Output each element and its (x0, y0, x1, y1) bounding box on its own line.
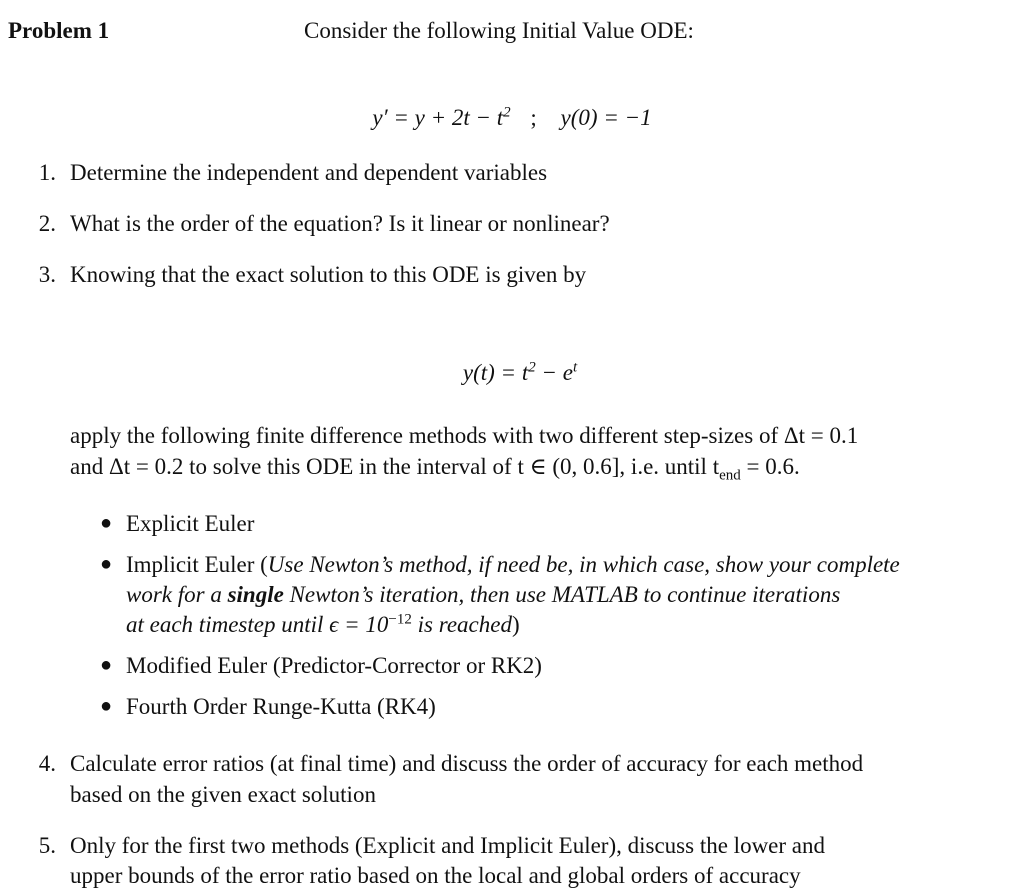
solution-exponent-2: t (572, 359, 578, 376)
solution-exponent-1: 2 (528, 359, 536, 376)
item-number: 2. (38, 211, 56, 236)
implicit-note-3b: is reached (411, 612, 512, 637)
method-modified-euler: Modified Euler (Predictor-Corrector or RK2) (126, 653, 542, 678)
ode-exponent: 2 (503, 104, 511, 121)
implicit-note-close: ) (511, 612, 520, 637)
ode-separator: ; (530, 105, 537, 130)
method-explicit-euler: Explicit Euler (126, 511, 255, 536)
implicit-note-bold: single (227, 582, 284, 607)
ode-equation (0, 102, 1024, 133)
implicit-note-3a: at each timestep until ϵ = 10 (126, 612, 389, 637)
item-number: 3. (38, 262, 56, 287)
item-number: 1. (38, 160, 56, 185)
ode-initial-condition: y(0) = −1 (560, 105, 652, 130)
method-rk4: Fourth Order Runge-Kutta (RK4) (126, 694, 436, 719)
implicit-note-1: Use Newton’s method, if need be, in which case, show your complete (267, 552, 900, 577)
bullet-icon: ● (100, 512, 113, 534)
apply-line-2 (70, 451, 800, 482)
item-text-line-1: Only for the first two methods (Explicit and Implicit Euler), discuss the lower and (70, 833, 826, 858)
item-number: 5. (38, 833, 56, 858)
implicit-note-line-2 (126, 579, 840, 610)
implicit-euler-label: Implicit Euler ( (126, 552, 268, 577)
solution-mid: − e (535, 360, 573, 385)
t-end-subscript: end (719, 467, 741, 484)
item-number: 4. (38, 751, 56, 776)
apply-line-2-end: = 0.6. (740, 454, 800, 479)
item-text-line-2: upper bounds of the error ratio based on the local and global orders of accuracy (70, 863, 801, 888)
method-implicit-euler (126, 549, 900, 580)
item-text-line-1: Calculate error ratios (at final time) and discuss the order of accuracy for each method (70, 751, 864, 776)
item-text: What is the order of the equation? Is it linear or nonlinear? (70, 211, 610, 236)
item-text: Knowing that the exact solution to this ODE is given by (70, 262, 587, 287)
item-text-line-2: based on the given exact solution (70, 782, 376, 807)
implicit-note-2a: work for a (126, 582, 228, 607)
exact-solution (8, 357, 1024, 388)
tolerance-exponent: −12 (388, 611, 412, 628)
bullet-icon: ● (100, 695, 113, 717)
item-text: Determine the independent and dependent variables (70, 160, 548, 185)
bullet-icon: ● (100, 654, 113, 676)
problem-heading: Problem 1 (8, 18, 110, 43)
apply-line-1: apply the following finite difference methods with two different step-sizes of Δt = 0.1 (70, 423, 859, 448)
problem-intro: Consider the following Initial Value ODE: (304, 18, 694, 43)
solution-lhs: y(t) = t (462, 360, 529, 385)
implicit-note-line-3 (126, 609, 520, 640)
implicit-note-2b: Newton’s iteration, then use MATLAB to continue iterations (283, 582, 841, 607)
ode-lhs: y′ = y + 2t − t (372, 105, 504, 130)
apply-line-2-text: and Δt = 0.2 to solve this ODE in the interval of t ∈ (0, 0.6], i.e. until t (70, 454, 720, 479)
bullet-icon: ● (100, 553, 113, 575)
